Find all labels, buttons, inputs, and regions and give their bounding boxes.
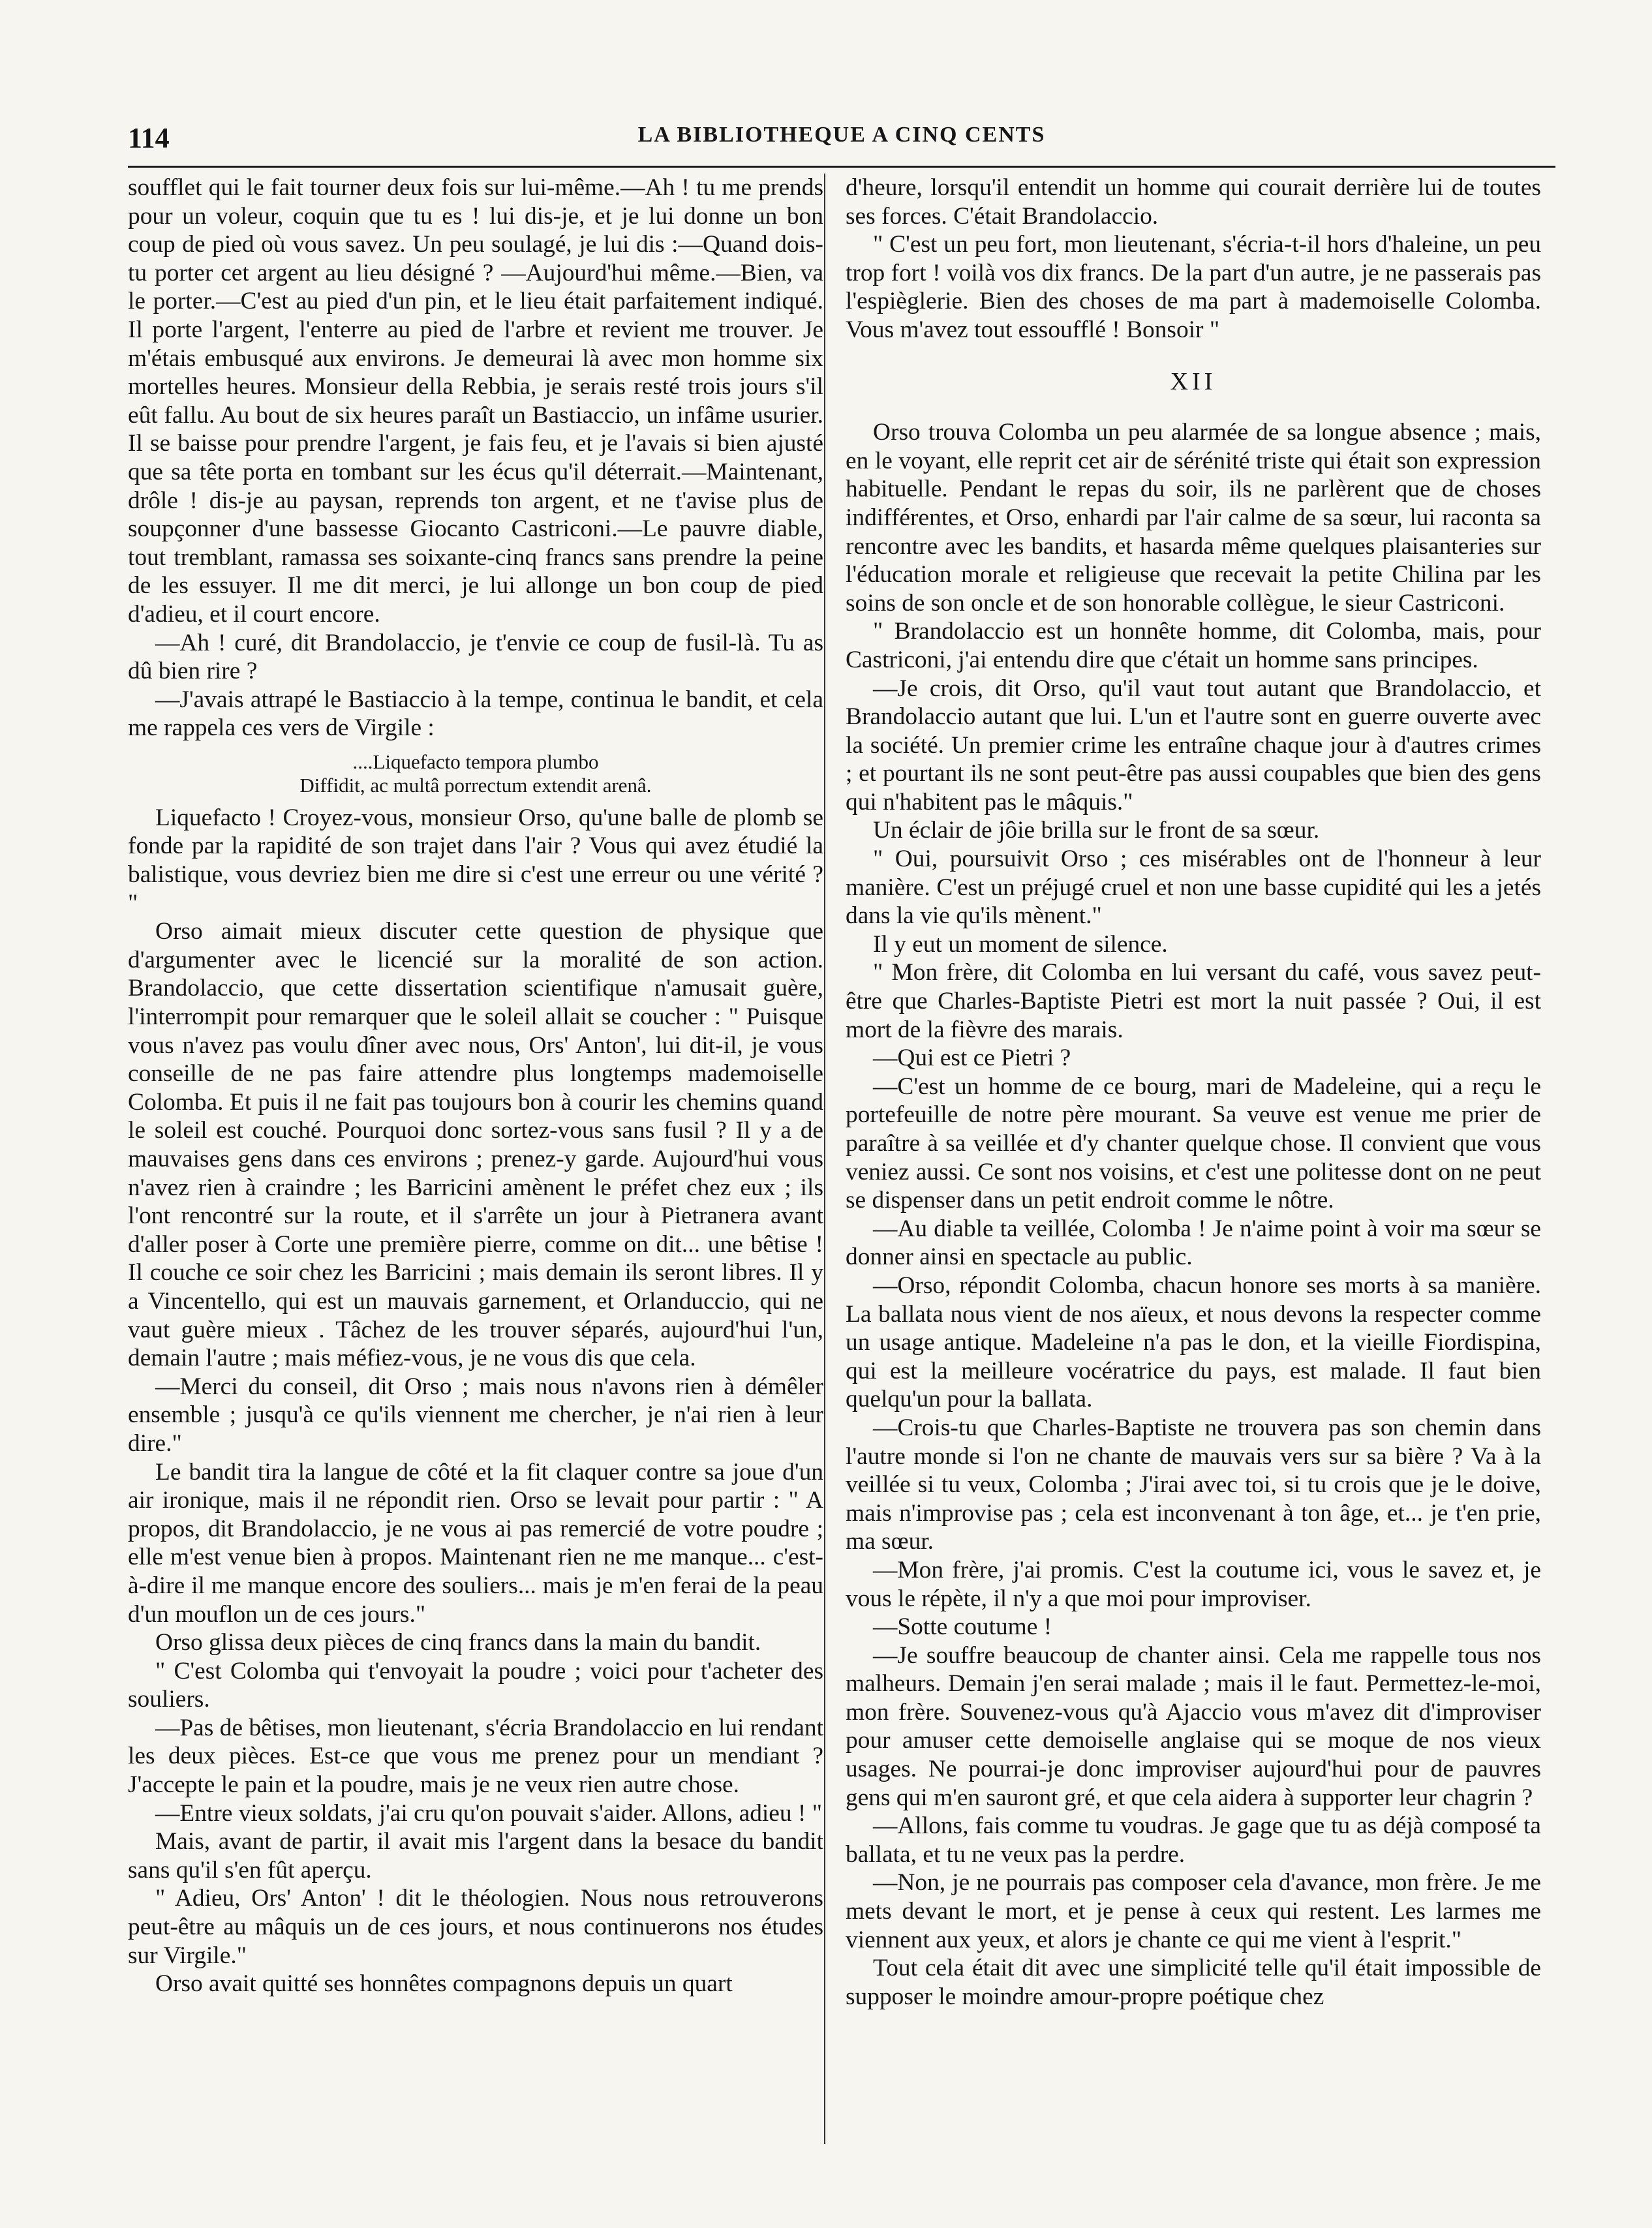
paragraph: soufflet qui le fait tourner deux fois sur lui-même.—Ah ! tu me prends pour un voleur, coquin que tu es ! lui dis-je, et je lui donne un bon coup de pied où vous savez. Un peu soulagé, je lui dis :—Quand dois-tu porter cet argent au lieu désigné ? —Aujourd'hui même.—Bien, va le porter.—C'est au pied d'un pin, et le lieu était parfaitement indiqué. Il porte l'argent, l'enterre au pied de l'arbre et revient me trouver. Je m'étais embusqué aux environs. Je demeurai là avec mon homme six mortelles heures. Monsieur della Rebbia, je serais resté trois jours s'il eût fallu. Au bout de six heures paraît un Bastiaccio, un infâme usurier. Il se baisse pour prendre l'argent, je fais feu, et je l'avais si bien ajusté que sa tête porta en tombant sur les écus qu'il déterrait.—Maintenant, drôle ! dis-je au paysan, reprends ton argent, et ne t'avise plus de soupçonner d'une bassesse Giocanto Castriconi.—Le pauvre diable, tout tremblant, ramassa ses soixante-cinq francs sans prendre la peine de les essuyer. Il me dit merci, je lui allonge un bon coup de pied d'adieu, et il court encore. [128, 174, 823, 628]
right-column [846, 174, 1541, 2144]
paragraph: Orso avait quitté ses honnêtes compagnons depuis un quart [155, 1970, 733, 1998]
paragraph: " Adieu, Ors' Anton' ! dit le théologien. Nous nous retrouverons peut-être au mâquis un de ces jours, et nous continuerons nos études sur Virgile." [128, 1885, 823, 1969]
paragraph: Il y eut un moment de silence. [873, 930, 1168, 958]
paragraph: —Je crois, dit Orso, qu'il vaut tout autant que Brandolaccio, et Brandolaccio autant que lui. L'un et l'autre sont en guerre ouverte avec la société. Un premier crime les entraîne chaque jour à d'autres crimes ; et pourtant ils ne sont peut-être pas aussi coupables que bien des gens qui n'habitent pas le mâquis." [846, 675, 1541, 816]
running-title: LA BIBLIOTHEQUE A CINQ CENTS [637, 123, 1046, 147]
paragraph: —Qui est ce Pietri ? [873, 1045, 1071, 1072]
paragraph: —Au diable ta veillée, Colomba ! Je n'aime point à voir ma sœur se donner ainsi en spectacle au public. [846, 1215, 1541, 1271]
paragraph: —Sotte coutume ! [873, 1613, 1052, 1641]
verse-quote [128, 750, 823, 797]
paragraph: " Brandolaccio est un honnête homme, dit Colomba, mais, pour Castriconi, j'ai entendu dire que c'était un homme sans principes. [846, 618, 1541, 673]
paragraph: —Entre vieux soldats, j'ai cru qu'on pouvait s'aider. Allons, adieu ! " [155, 1799, 822, 1827]
paragraph: —J'avais attrapé le Bastiaccio à la tempe, continua le bandit, et cela me rappela ces vers de Virgile : [128, 686, 823, 742]
verse-line: ....Liquefacto tempora plumbo [352, 750, 599, 773]
paragraph: Orso glissa deux pièces de cinq francs dans la main du bandit. [155, 1629, 761, 1656]
paragraph: Un éclair de jôie brilla sur le front de sa sœur. [873, 817, 1320, 844]
page-header [128, 121, 1555, 160]
paragraph: Orso aimait mieux discuter cette question de physique que d'argumenter avec le licencié sur la moralité de son action. Brandolaccio, que cette dissertation scientifique n'amusait guère, l'interrompit pour remarquer que le soleil allait se coucher : " Puisque vous n'avez pas voulu dîner avec nous, Ors' Anton', lui dit-il, je vous conseille de ne pas faire attendre plus longtemps mademoiselle Colomba. Et puis il ne fait pas toujours bon à courir les chemins quand le soleil est couché. Pourquoi donc sortez-vous sans fusil ? Il y a de mauvaises gens dans ces environs ; prenez-y garde. Aujourd'hui vous n'avez rien à craindre ; les Barricini amènent le préfet chez eux ; ils l'ont rencontré sur la route, et il s'arrête un jour à Pietranera avant d'aller poser à Corte une première pierre, comme on dit... une bêtise ! Il couche ce soir chez les Barricini ; mais demain ils seront libres. Il y a Vincentello, qui est un mauvais garnement, et Orlanduccio, qui ne vaut guère mieux . Tâchez de les trouver séparés, aujourd'hui l'un, demain l'autre ; mais méfiez-vous, je ne vous dis que cela. [128, 918, 823, 1372]
paragraph: Mais, avant de partir, il avait mis l'argent dans la besace du bandit sans qu'il s'en fût aperçu. [128, 1828, 823, 1884]
paragraph: —Allons, fais comme tu voudras. Je gage que tu as déjà composé ta ballata, et tu ne veux pas la perdre. [846, 1812, 1541, 1868]
paragraph: —Non, je ne pourrais pas composer cela d'avance, mon frère. Je me mets devant le mort, et je pense à ceux qui restent. Les larmes me viennent aux yeux, et alors je chante ce qui me vient à l'esprit." [846, 1869, 1541, 1953]
paragraph: Liquefacto ! Croyez-vous, monsieur Orso, qu'une balle de plomb se fonde par la rapidité de son trajet dans l'air ? Vous qui avez étudié la balistique, vous devriez bien me dire si c'est une erreur ou une vérité ? " [128, 804, 823, 917]
paragraph: " Mon frère, dit Colomba en lui versant du café, vous savez peut-être que Charles-Baptiste Pietri est mort la nuit passée ? Oui, il est mort de la fièvre des marais. [846, 959, 1541, 1043]
chapter-heading: XII [1170, 367, 1217, 395]
paragraph: " C'est un peu fort, mon lieutenant, s'écria-t-il hors d'haleine, un peu trop fort ! voilà vos dix francs. De la part d'un autre, je ne passerais pas l'espièglerie. Bien des choses de ma part à mademoiselle Colomba. Vous m'avez tout essoufflé ! Bonsoir " [846, 231, 1541, 343]
paragraph: —Orso, répondit Colomba, chacun honore ses morts à sa manière. La ballata nous vient de nos aïeux, et nous devons la respecter comme un usage antique. Madeleine n'a pas le don, et la vieille Fiordispina, qui est la meilleure vocératrice du pays, est malade. Il faut bien quelqu'un pour la ballata. [846, 1272, 1541, 1413]
paragraph: —Mon frère, j'ai promis. C'est la coutume ici, vous le savez et, je vous le répète, il n'y a que moi pour improviser. [846, 1556, 1541, 1612]
left-column [128, 174, 823, 2144]
paragraph: Le bandit tira la langue de côté et la fit claquer contre sa joue d'un air ironique, mais il ne répondit rien. Orso se levait pour partir : " A propos, dit Brandolaccio, je ne vous ai pas remercié de votre poudre ; elle m'est venue bien à propos. Maintenant rien ne me manque... c'est-à-dire il me manque encore des souliers... mais je m'en ferai de la peau d'un mouflon un de ces jours." [128, 1458, 823, 1628]
header-rule [128, 166, 1555, 168]
paragraph: d'heure, lorsqu'il entendit un homme qui courait derrière lui de toutes ses forces. C'était Brandolaccio. [846, 174, 1541, 230]
paragraph: " Oui, poursuivit Orso ; ces misérables ont de l'honneur à leur manière. C'est un préjugé cruel et non une basse cupidité qui les a jetés dans la vie qu'ils mènent." [846, 846, 1541, 930]
paragraph: —Merci du conseil, dit Orso ; mais nous n'avons rien à démêler ensemble ; jusqu'à ce qu'ils viennent me chercher, je n'ai rien à leur dire." [128, 1373, 823, 1457]
page-number: 114 [128, 122, 170, 154]
paragraph: —Ah ! curé, dit Brandolaccio, je t'envie ce coup de fusil-là. Tu as dû bien rire ? [128, 629, 823, 685]
paragraph: —Pas de bêtises, mon lieutenant, s'écria Brandolaccio en lui rendant les deux pièces. Est-ce que vous me prenez pour un mendiant ? J'accepte le pain et la poudre, mais je ne veux rien autre chose. [128, 1714, 823, 1799]
paragraph: " C'est Colomba qui t'envoyait la poudre ; voici pour t'acheter des souliers. [128, 1657, 823, 1713]
paragraph: —C'est un homme de ce bourg, mari de Madeleine, qui a reçu le portefeuille de notre père mourant. Sa veuve est venue me prier de paraître à sa veillée et d'y chanter quelque chose. Il convient que vous veniez aussi. Ce sont nos voisins, et c'est une politesse dont on ne peut se dispenser dans un petit endroit comme le nôtre. [846, 1073, 1541, 1214]
paragraph: Orso trouva Colomba un peu alarmée de sa longue absence ; mais, en le voyant, elle reprit cet air de sérénité triste qui était son expression habituelle. Pendant le repas du soir, ils ne parlèrent que de choses indifférentes, et Orso, enhardi par l'air calme de sa sœur, lui raconta sa rencontre avec les bandits, et hasarda même quelques plaisanteries sur l'éducation morale et religieuse que recevait la petite Chilina par les soins de son oncle et de son honorable collègue, le sieur Castriconi. [846, 419, 1541, 617]
verse-line: Diffidit, ac multâ porrectum extendit arenâ. [299, 773, 652, 797]
paragraph: —Crois-tu que Charles-Baptiste ne trouvera pas son chemin dans l'autre monde si l'on ne chante de mauvais vers sur sa bière ? Va à la veillée si tu veux, Colomba ; J'irai avec toi, si tu crois que je le doive, mais n'improvise pas ; cela est inconvenant à ton âge, et... je t'en prie, ma sœur. [846, 1414, 1541, 1555]
paragraph: —Je souffre beaucoup de chanter ainsi. Cela me rappelle tous nos malheurs. Demain j'en serai malade ; mais il le faut. Permettez-le-moi, mon frère. Souvenez-vous qu'à Ajaccio vous m'avez dit d'improviser pour amuser cette demoiselle anglaise qui se moque de nos vieux usages. Ne pourrai-je donc improviser aujourd'hui pour de pauvres gens qui m'en sauront gré, et que cela aidera à supporter leur chagrin ? [846, 1641, 1541, 1811]
paragraph: Tout cela était dit avec une simplicité telle qu'il était impossible de supposer le moindre amour-propre poétique chez [846, 1955, 1541, 2010]
column-divider [824, 174, 825, 2144]
